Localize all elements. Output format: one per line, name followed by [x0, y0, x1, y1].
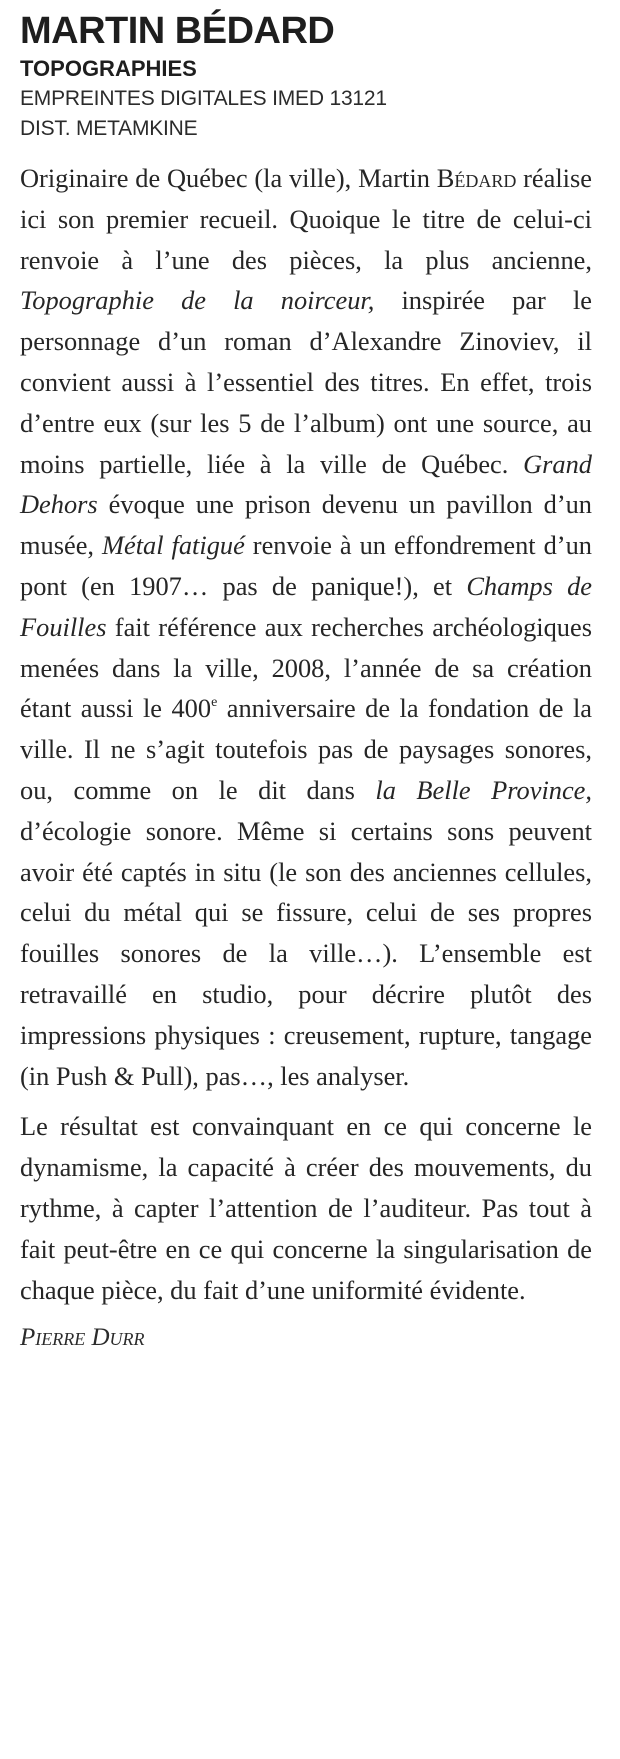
text-span: inspirée par le personnage d’un roman d’Alexandre Zinoviev, il convient aussi à l’essentiel des titres. En effet, trois d’entre eux (sur les 5 de l’album) ont une source, au moins partielle, liée à la ville de Québec.	[20, 285, 593, 479]
distribution: DIST. METAMKINE	[20, 117, 198, 140]
review-signature: Pierre Durr	[20, 1324, 145, 1352]
author-name-smallcaps: Bédard	[436, 163, 517, 193]
italic-phrase: la Belle Province,	[375, 774, 592, 805]
text-span: d’écologie sonore. Même si certains sons peuvent avoir été captés in situ (le son des anciennes cellules, celui du métal qui se fissure, celui de ses propres fouilles sonores de la ville…). L’ensemble est retravaillé en studio, pour décrire plutôt des impressions physiques : creusement, rupture, tangage (in Push & Pull), pas…, les analyser.	[20, 815, 592, 1091]
track-title: Métal fatigué	[102, 530, 245, 561]
album-review	[20, 8, 592, 1358]
text-span: fait référence aux recherches archéologiques menées dans la ville, 2008, l’année de sa création étant aussi le 400	[20, 611, 592, 724]
track-title: Grand Dehors	[20, 448, 592, 520]
album-title: TOPOGRAPHIES	[20, 56, 197, 81]
superscript: e	[211, 695, 218, 711]
track-title: Topographie de la noirceur,	[20, 285, 375, 316]
artist-name: MARTIN BÉDARD	[20, 10, 335, 52]
text-span: évoque une prison devenu un pavillon d’un musée,	[20, 489, 592, 561]
review-paragraph-1	[20, 158, 592, 1096]
review-body	[20, 158, 592, 1310]
record-label: EMPREINTES DIGITALES IMED 13121	[20, 87, 387, 110]
text-span: réalise ici son premier recueil. Quoique le titre de celui-ci renvoie à l’une des pièces, la plus ancienne,	[20, 163, 592, 275]
track-title: Champs de Fouilles	[20, 570, 592, 642]
text-span: renvoie à un effondrement d’un pont (en 1907… pas de panique!), et	[20, 530, 592, 601]
text-span: anniversaire de la fondation de la ville. Il ne s’agit toutefois pas de paysages sonores, ou, comme on le dit dans	[20, 693, 592, 805]
review-paragraph-2: Le résultat est convainquant en ce qui concerne le dynamisme, la capacité à créer des mouvements, du rythme, à capter l’attention de l’auditeur. Pas tout à fait peut-être en ce qui concerne la singularisation de chaque pièce, du fait d’une uniformité évidente.	[20, 1111, 592, 1305]
text-span: Originaire de Québec (la ville), Martin	[20, 163, 437, 193]
